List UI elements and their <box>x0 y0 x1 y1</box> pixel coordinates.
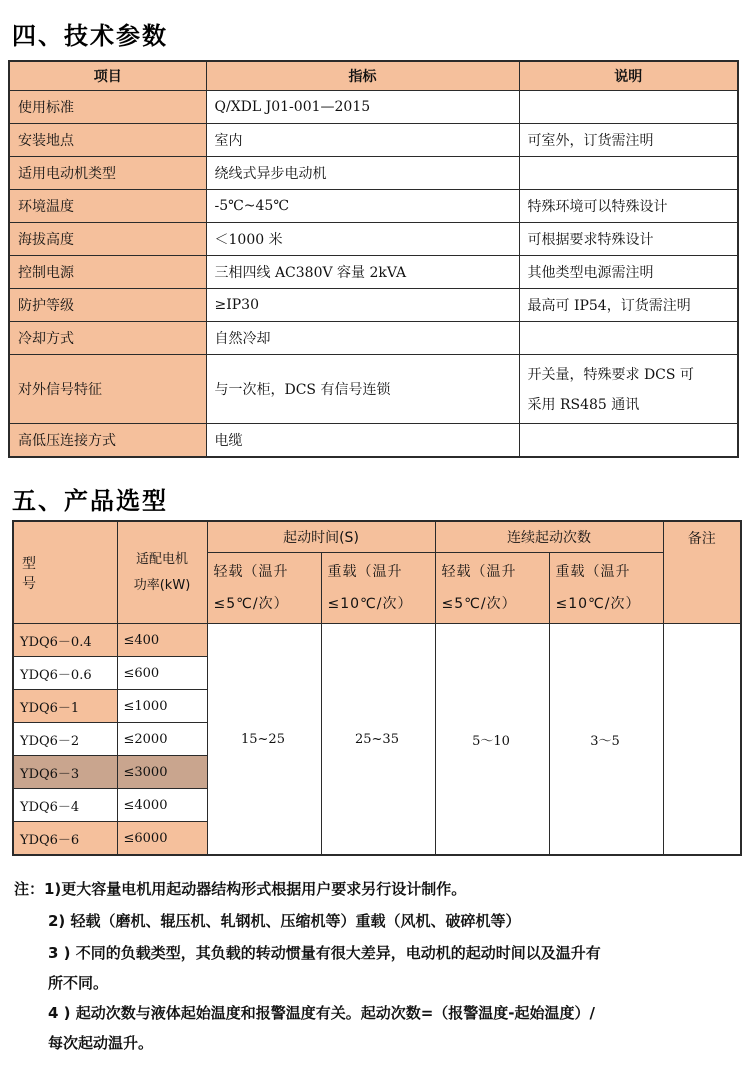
note-line: 3 ) 不同的负载类型，其负载的转动惯量有很大差异，电动机的起动时间以及温升有 <box>48 944 601 962</box>
param-item: 高低压连接方式 <box>9 424 206 458</box>
subheader-line: ≤10℃/次） <box>327 596 413 612</box>
table-row <box>9 256 738 289</box>
model-cell: YDQ6－0.4 <box>13 624 117 657</box>
model-cell: YDQ6－1 <box>13 690 117 723</box>
param-note <box>519 355 738 424</box>
model-cell: YDQ6－2 <box>13 723 117 756</box>
table-row <box>9 91 738 124</box>
param-note <box>519 157 738 190</box>
subheader-line: 重载（温升 <box>555 564 631 580</box>
param-note <box>519 424 738 458</box>
power-cell: ≤2000 <box>117 723 207 756</box>
param-value: 绕线式异步电动机 <box>206 157 519 190</box>
subheader-line: ≤5℃/次） <box>213 596 289 612</box>
model-cell: YDQ6－0.6 <box>13 657 117 690</box>
section4-title: 四、技术参数 <box>12 22 168 50</box>
header-continuous-starts: 连续起动次数 <box>435 521 663 553</box>
subheader-line: 轻载（温升 <box>441 564 517 580</box>
subheader-line: ≤10℃/次） <box>555 596 641 612</box>
param-note <box>519 91 738 124</box>
continuous-heavy: 3～5 <box>549 624 663 856</box>
subheader-line: ≤5℃/次） <box>441 596 517 612</box>
param-note: 其他类型电源需注明 <box>519 256 738 289</box>
continuous-light: 5～10 <box>435 624 549 856</box>
header-model: 型号 <box>13 521 117 624</box>
table-row <box>9 124 738 157</box>
param-value: 室内 <box>206 124 519 157</box>
header-start-heavy <box>321 553 435 624</box>
table-row <box>9 424 738 458</box>
param-item: 防护等级 <box>9 289 206 322</box>
table-row <box>9 322 738 355</box>
note-line: 开关量，特殊要求 DCS 可 <box>527 367 694 383</box>
remark-cell <box>663 624 741 856</box>
power-cell: ≤6000 <box>117 822 207 856</box>
tech-params-header <box>9 61 738 91</box>
note-line: 所不同。 <box>48 974 109 992</box>
header-start-time: 起动时间(S) <box>207 521 435 553</box>
param-value: -5℃~45℃ <box>206 190 519 223</box>
header-value: 指标 <box>206 61 519 91</box>
power-cell: ≤600 <box>117 657 207 690</box>
subheader-line: 轻载（温升 <box>213 564 289 580</box>
param-item: 控制电源 <box>9 256 206 289</box>
power-cell: ≤3000 <box>117 756 207 789</box>
table-row <box>13 624 741 657</box>
param-value: 与一次柜，DCS 有信号连锁 <box>206 355 519 424</box>
section5-title: 五、产品选型 <box>12 487 168 515</box>
power-cell: ≤1000 <box>117 690 207 723</box>
header-power-line: 功率(kW) <box>133 577 191 593</box>
param-value: 自然冷却 <box>206 322 519 355</box>
header-start-light <box>207 553 321 624</box>
selection-header-row <box>13 521 741 553</box>
start-time-heavy: 25~35 <box>321 624 435 856</box>
note-line: 采用 RS485 通讯 <box>527 397 640 413</box>
model-cell: YDQ6－6 <box>13 822 117 856</box>
note-line: 注：1)更大容量电机用起动器结构形式根据用户要求另行设计制作。 <box>14 880 467 898</box>
table-row <box>9 157 738 190</box>
header-note: 说明 <box>519 61 738 91</box>
param-item: 对外信号特征 <box>9 355 206 424</box>
param-value: 电缆 <box>206 424 519 458</box>
param-item: 使用标准 <box>9 91 206 124</box>
param-item: 环境温度 <box>9 190 206 223</box>
table-row <box>9 289 738 322</box>
power-cell: ≤4000 <box>117 789 207 822</box>
product-selection-table <box>12 520 742 856</box>
param-value: 三相四线 AC380V 容量 2kVA <box>206 256 519 289</box>
tech-params-table <box>8 60 739 458</box>
model-cell: YDQ6－3 <box>13 756 117 789</box>
note-line: 4 ) 起动次数与液体起始温度和报警温度有关。起动次数=（报警温度-起始温度）/ <box>48 1004 596 1022</box>
param-note: 可室外，订货需注明 <box>519 124 738 157</box>
header-item: 项目 <box>9 61 206 91</box>
header-cont-heavy <box>549 553 663 624</box>
header-cont-light <box>435 553 549 624</box>
header-power-line: 适配电机 <box>135 551 188 567</box>
param-item: 安装地点 <box>9 124 206 157</box>
param-note <box>519 322 738 355</box>
table-row <box>9 223 738 256</box>
table-row <box>9 355 738 424</box>
param-value: Q/XDL J01-001—2015 <box>206 91 519 124</box>
param-value: ＜1000 米 <box>206 223 519 256</box>
table-row <box>9 190 738 223</box>
param-note: 可根据要求特殊设计 <box>519 223 738 256</box>
model-cell: YDQ6－4 <box>13 789 117 822</box>
param-note: 特殊环境可以特殊设计 <box>519 190 738 223</box>
param-item: 海拔高度 <box>9 223 206 256</box>
note-line: 2) 轻载（磨机、辊压机、轧钢机、压缩机等）重载（风机、破碎机等） <box>48 912 521 930</box>
header-power <box>117 521 207 624</box>
subheader-line: 重载（温升 <box>327 564 403 580</box>
start-time-light: 15~25 <box>207 624 321 856</box>
param-value: ≥IP30 <box>206 289 519 322</box>
header-remark: 备注 <box>663 521 741 624</box>
param-note: 最高可 IP54，订货需注明 <box>519 289 738 322</box>
note-line: 每次起动温升。 <box>48 1034 154 1052</box>
param-item: 冷却方式 <box>9 322 206 355</box>
param-item: 适用电动机类型 <box>9 157 206 190</box>
power-cell: ≤400 <box>117 624 207 657</box>
